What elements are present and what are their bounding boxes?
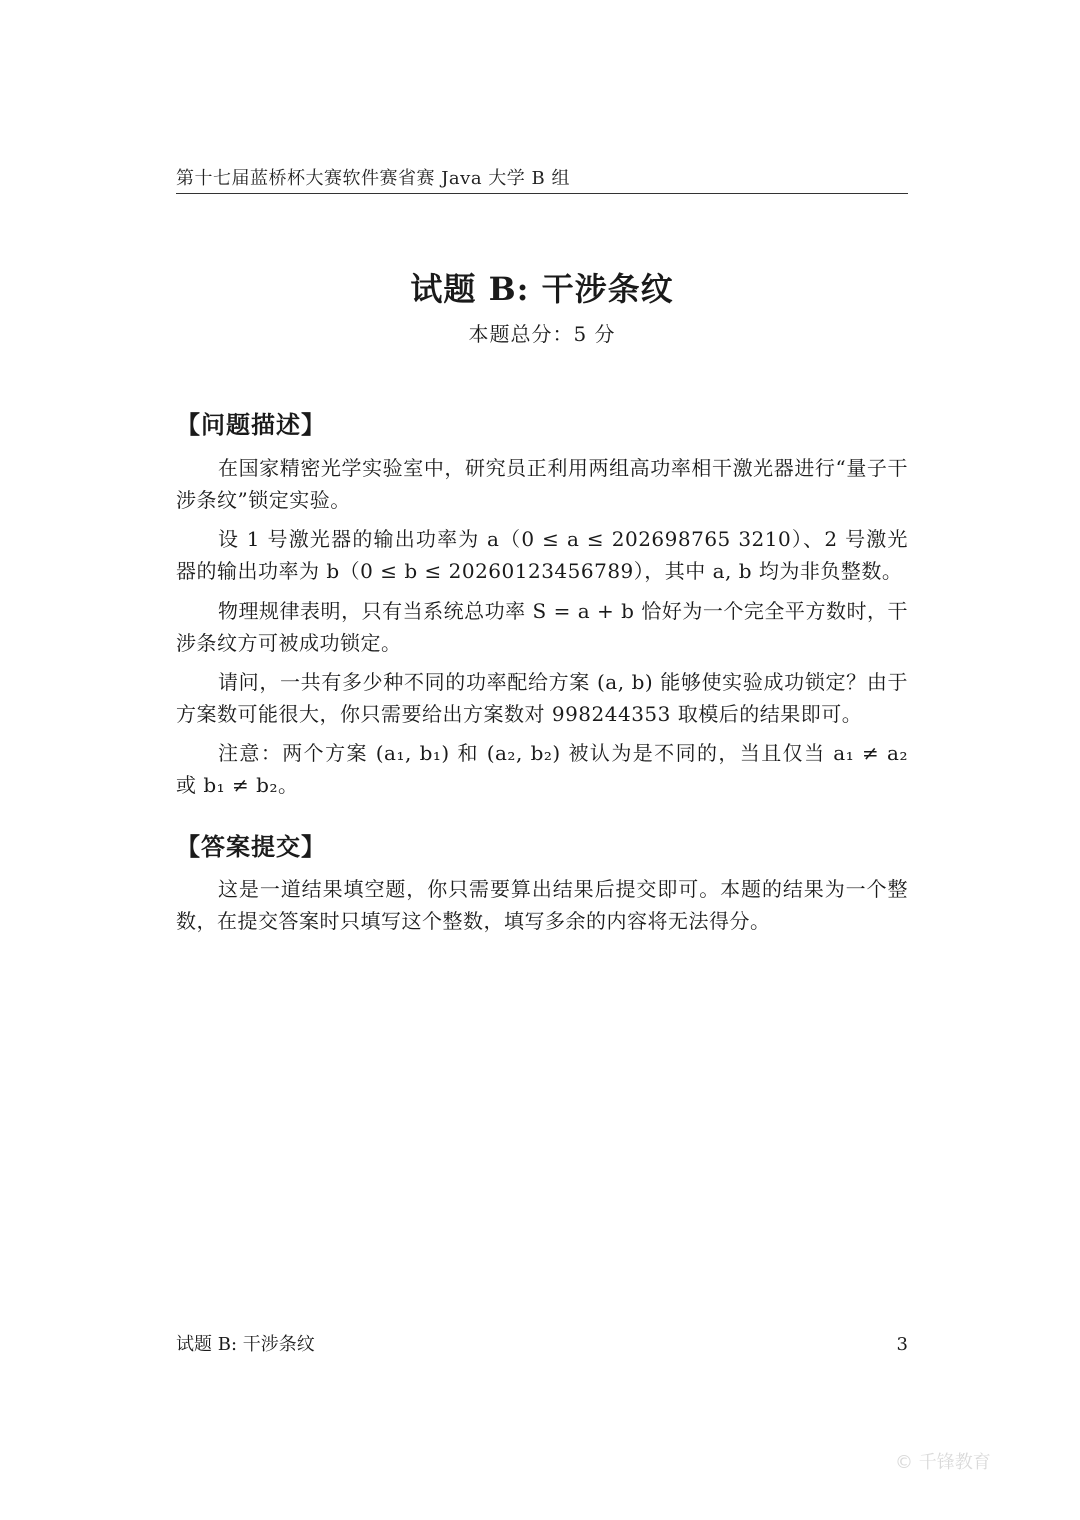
running-header: 第十七届蓝桥杯大赛软件赛省赛 Java 大学 B 组: [176, 168, 570, 189]
description-paragraph-5: 注意：两个方案 (a₁, b₁) 和 (a₂, b₂) 被认为是不同的，当且仅当 a₁ ≠ a₂ 或 b₁ ≠ b₂。: [176, 741, 908, 797]
description-heading: 【问题描述】: [176, 411, 326, 439]
description-paragraph-2: 设 1 号激光器的输出功率为 a（0 ≤ a ≤ 202698765 3210）、2 号激光器的输出功率为 b（0 ≤ b ≤ 20260123456789），其中 a, b 均为非负整数。: [176, 527, 908, 583]
problem-score: 本题总分：5 分: [468, 322, 616, 346]
description-paragraph-4: 请问，一共有多少种不同的功率配给方案 (a, b) 能够使实验成功锁定？由于方案数可能很大，你只需要给出方案数对 998244353 取模后的结果即可。: [176, 670, 908, 726]
footer-title: 试题 B: 干涉条纹: [176, 1334, 315, 1355]
submission-paragraph: 这是一道结果填空题，你只需要算出结果后提交即可。本题的结果为一个整数，在提交答案时只填写这个整数，填写多余的内容将无法得分。: [176, 877, 908, 933]
header-rule: [176, 193, 908, 194]
submission-heading: 【答案提交】: [176, 833, 326, 861]
description-paragraph-1: 在国家精密光学实验室中，研究员正利用两组高功率相干激光器进行“量子干涉条纹”锁定实验。: [176, 456, 908, 512]
description-paragraph-3: 物理规律表明，只有当系统总功率 S = a + b 恰好为一个完全平方数时，干涉条纹方可被成功锁定。: [176, 599, 908, 655]
watermark-logo: © 千锋教育: [895, 1452, 991, 1473]
problem-title: 试题 B: 干涉条纹: [410, 270, 674, 308]
page-number: 3: [896, 1334, 908, 1355]
